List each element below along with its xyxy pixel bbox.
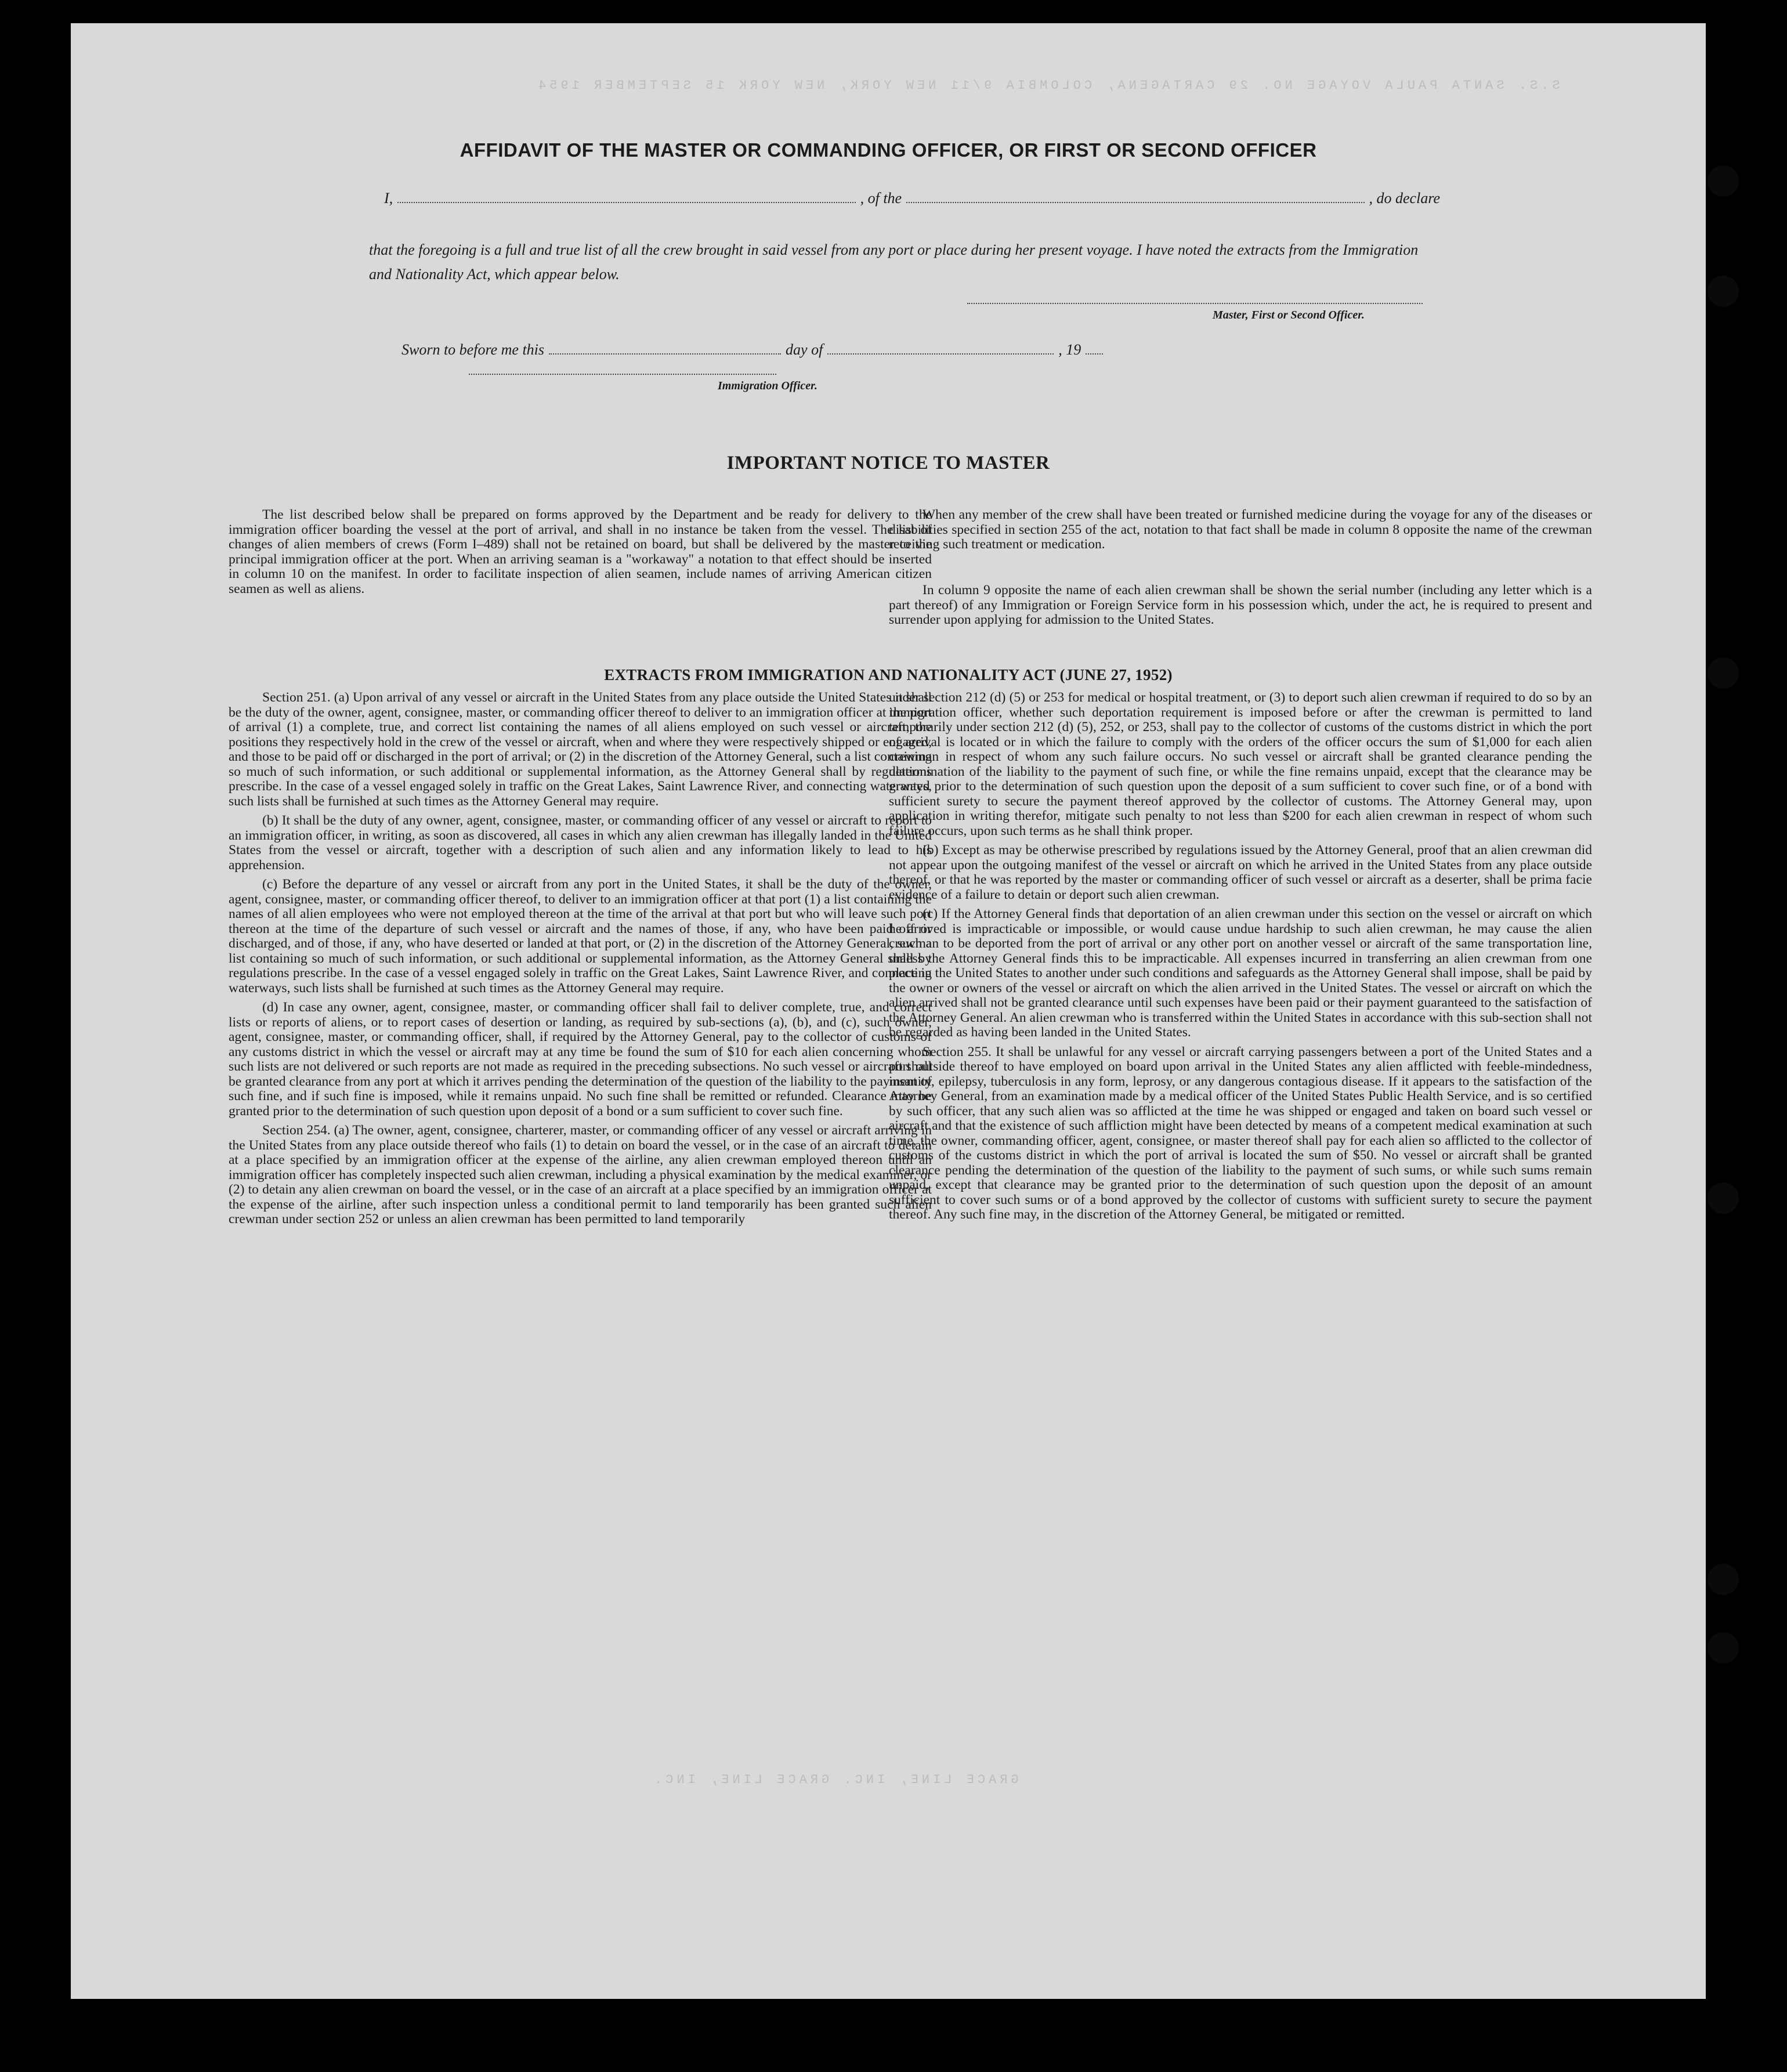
declaration-line	[384, 190, 1440, 207]
day-of-label: day of	[786, 341, 823, 358]
punch-hole-icon	[1708, 657, 1739, 689]
sworn-day-blank[interactable]	[549, 343, 781, 355]
do-declare-label: , do declare	[1369, 190, 1441, 207]
punch-hole-icon	[1708, 1183, 1739, 1214]
extract-paragraph: Section 255. It shall be unlawful for any vessel or aircraft carrying passengers between a port of the United States and a port outside thereof to have employed on board upon arrival in the United States any alien afflicted with feeble-mindedness, insanity, epilepsy, tuberculosis in any form, leprosy, or any dangerous contagious disease. If it appears to the satisfaction of the Attorney General, from an examination made by a medical officer of the United States Public Health Service, and is so certified by such officer, that any such alien was so afflicted at the time he was shipped or engaged and taken on board such vessel or aircraft and that the existence of such affliction might have been detected by means of a competent medical examination at such time, the owner, commanding officer, agent, consignee, or master thereof shall pay for each alien so afflicted to the collector of customs of the customs district in which the port of arrival is located the sum of $50. No vessel or aircraft shall be granted clearance pending the determination of the question of the liability to the payment of such sums, or while such sums remain unpaid, except that clearance may be granted prior to the determination of such question upon the deposit of an amount sufficient to cover such sums or of a bond approved by the collector of customs with sufficient surety to secure the payment thereof. Any such fine may, in the discretion of the Attorney General, be mitigated or remitted.	[889, 1044, 1592, 1222]
extract-paragraph: Section 251. (a) Upon arrival of any vessel or aircraft in the United States from any place outside the United States it shall be the duty of the owner, agent, consignee, master, or commanding officer thereof to deliver to an immigration officer at the port of arrival (1) a complete, true, and correct list containing the names of all aliens employed on such vessel or aircraft, the positions they respectively hold in the crew of the vessel or aircraft, when and where they were respectively shipped or engaged, and those to be paid off or discharged in the port of arrival; or (2) in the discretion of the Attorney General, such a list containing so much of such information, or such additional or supplemental information, as the Attorney General shall by regulations prescribe. In the case of a vessel engaged solely in traffic on the Great Lakes, Saint Lawrence River, and connecting waterways, such lists shall be furnished at such times as the Attorney General may require.	[229, 690, 932, 809]
extract-paragraph: (c) If the Attorney General finds that deportation of an alien crewman under this section on the vessel or aircraft on which he arrived is impracticable or impossible, or would cause undue hardship to such alien crewman, he may cause the alien crewman to be deported from the port of arrival or any other port on another vessel or aircraft of the same transportation line, unless the Attorney General finds this to be impracticable. All expenses incurred in transferring an alien crewman from one place in the United States to another under such conditions and safeguards as the Attorney General shall impose, shall be paid by the owner or owners of the vessel or aircraft on which the alien arrived in the United States. The vessel or aircraft on which the alien arrived shall not be granted clearance until such expenses have been paid or their payment guaranteed to the satisfaction of the Attorney General. An alien crewman who is transferred within the United States in accordance with this sub-section shall not be regarded as having been landed in the United States.	[889, 906, 1592, 1040]
extracts-right-column	[889, 690, 1592, 1227]
extract-paragraph: Section 254. (a) The owner, agent, consignee, charterer, master, or commanding officer of any vessel or aircraft arriving in the United States from any place outside thereof who fails (1) to detain on board the vessel, or in the case of an aircraft to detain at a place specified by an immigration officer at the expense of the airline, any alien crewman employed thereon until an immigration officer has completely inspected such alien crewman, including a physical examination by the medical examiner, or (2) to detain any alien crewman on board the vessel, or in the case of an aircraft at a place specified by an immigration officer at the expense of the airline, after such inspection unless a conditional permit to land temporarily has been granted such alien crewman under section 252 or unless an alien crewman has been permitted to land temporarily	[229, 1123, 932, 1227]
sworn-year-blank[interactable]	[1086, 343, 1103, 355]
notice-left-paragraph: The list described below shall be prepared on forms approved by the Department and be ready for delivery to the immigration officer boarding the vessel at the port of arrival, and shall in no instance be taken from the vessel. The list of changes of alien members of crews (Form I–489) shall not be retained on board, but shall be delivered by the master to the principal immigration officer at the port. When an arriving seaman is a "workaway" a notation to that effect should be inserted in column 10 on the manifest. In order to facilitate inspection of alien seamen, include names of arriving American citizen seamen as well as aliens.	[229, 507, 932, 596]
notice-right-paragraph-2: In column 9 opposite the name of each alien crewman shall be shown the serial number (including any letter which is a part thereof) of any Immigration or Foreign Service form in his possession which, under the act, he is required to present and surrender upon applying for admission to the United States.	[889, 583, 1592, 627]
of-the-label: , of the	[860, 190, 902, 207]
sworn-month-blank[interactable]	[827, 343, 1054, 355]
year-label: , 19	[1058, 341, 1081, 358]
extract-paragraph: (c) Before the departure of any vessel or aircraft from any port in the United States, it shall be the duty of the owner, agent, consignee, master, or commanding officer thereof, to deliver to an immigration officer at that port (1) a list containing the names of all alien employees who were not employed thereon at the time of the arrival at that port but who will leave such port thereon at the time of the departure of such vessel or aircraft and the names of those, if any, who have been paid off or discharged, and of those, if any, who have deserted or landed at that port, or (2) in the discretion of the Attorney General, such a list containing so much of such information, or such additional or supplemental information, as the Attorney General shall by regulations prescribe. In the case of a vessel engaged solely in traffic on the Great Lakes, Saint Lawrence River, and connecting waterways, such lists shall be furnished at such times as the Attorney General may require.	[229, 877, 932, 996]
extracts-left-column	[229, 690, 932, 1232]
affidavit-title: AFFIDAVIT OF THE MASTER OR COMMANDING OFFICER, OR FIRST OR SECOND OFFICER	[460, 139, 1317, 161]
extract-paragraph: under section 212 (d) (5) or 253 for medical or hospital treatment, or (3) to deport such alien crewman if required to do so by an immigration officer, whether such deportation requirement is imposed before or after the crewman is permitted to land temporarily under section 212 (d) (5), 252, or 253, shall pay to the collector of customs of the customs district in which the port of arrival is located or in which the failure to comply with the orders of the officer occurs the sum of $1,000 for each alien crewman in respect of whom any such failure occurs. No such vessel or aircraft shall be granted clearance pending the determination of the liability to the payment of such fine, or while the fine remains unpaid, except that the clearance may be granted prior to the determination of such question upon the deposit of a sum sufficient to cover such fine, or of a bond with sufficient surety to secure the payment thereof approved by the collector of customs. The Attorney General may, upon application in writing therefor, mitigate such penalty to not less than $200 for each alien crewman in respect of whom such failure occurs, upon such terms as he shall think proper.	[889, 690, 1592, 838]
sworn-label: Sworn to before me this	[401, 341, 545, 358]
punch-hole-icon	[1708, 1564, 1739, 1595]
extracts-title: EXTRACTS FROM IMMIGRATION AND NATIONALITY ACT (JUNE 27, 1952)	[604, 666, 1173, 684]
master-signature-label: Master, First or Second Officer.	[1213, 309, 1365, 321]
name-blank[interactable]	[397, 191, 855, 203]
punch-hole-icon	[1708, 165, 1739, 197]
immigration-officer-label: Immigration Officer.	[718, 379, 817, 392]
punch-hole-icon	[1708, 276, 1739, 307]
punch-hole-icon	[1708, 1632, 1739, 1664]
bleed-through-footer: GRACE LINE, INC. GRACE LINE, INC.	[651, 1773, 1019, 1787]
bleed-through-header: S.S. SANTA PAULA VOYAGE NO. 29 CARTAGENA, COLOMBIA 9/11 NEW YORK, NEW YORK 15 SEPTEMBER 1954	[535, 78, 1560, 93]
document-page	[71, 23, 1706, 1999]
vessel-blank[interactable]	[906, 191, 1364, 203]
notice-title: IMPORTANT NOTICE TO MASTER	[726, 453, 1050, 473]
master-signature-line[interactable]	[967, 303, 1423, 304]
immigration-officer-signature-line[interactable]	[469, 374, 776, 375]
extract-paragraph: (b) It shall be the duty of any owner, agent, consignee, master, or commanding officer of any vessel or aircraft to report to an immigration officer, in writing, as soon as discovered, all cases in which any alien crewman has illegally landed in the United States from the vessel or aircraft, together with a description of such alien and any information likely to lead to his apprehension.	[229, 813, 932, 873]
declaration-text: that the foregoing is a full and true list of all the crew brought in said vessel from any port or place during her present voyage. I have noted the extracts from the Immigration and Nationality Act, which appear below.	[369, 241, 1419, 283]
sworn-line	[401, 341, 1214, 359]
extract-paragraph: (d) In case any owner, agent, consignee, master, or commanding officer shall fail to deliver complete, true, and correct lists or reports of aliens, or to report cases of desertion or landing, as required by sub-sections (a), (b), and (c), such owner, agent, consignee, master, or commanding officer, shall, if required by the Attorney General, pay to the collector of customs of any customs district in which the vessel or aircraft may at any time be found the sum of $10 for each alien concerning whom such lists are not delivered or such reports are not made as required in the preceding subsections. No such vessel or aircraft shall be granted clearance from any port at which it arrives pending the determination of the question of the liability to the payment of such fine, and if such fine is imposed, while it remains unpaid. No such fine shall be remitted or refunded. Clearance may be granted prior to the determination of such question upon deposit of a bond or a sum sufficient to cover such fine.	[229, 1000, 932, 1119]
i-label: I,	[384, 190, 393, 207]
extract-paragraph: (b) Except as may be otherwise prescribed by regulations issued by the Attorney General, proof that an alien crewman did not appear upon the outgoing manifest of the vessel or aircraft on which he arrived in the United States from any place outside thereof, or that he was reported by the master or commanding officer of such vessel or aircraft as a deserter, shall be prima facie evidence of a failure to detain or deport such alien crewman.	[889, 842, 1592, 902]
notice-right-paragraph-1: When any member of the crew shall have been treated or furnished medicine during the voyage for any of the diseases or disabilities specified in section 255 of the act, notation to that fact shall be made in column 8 opposite the name of the crewman receiving such treatment or medication.	[889, 507, 1592, 552]
